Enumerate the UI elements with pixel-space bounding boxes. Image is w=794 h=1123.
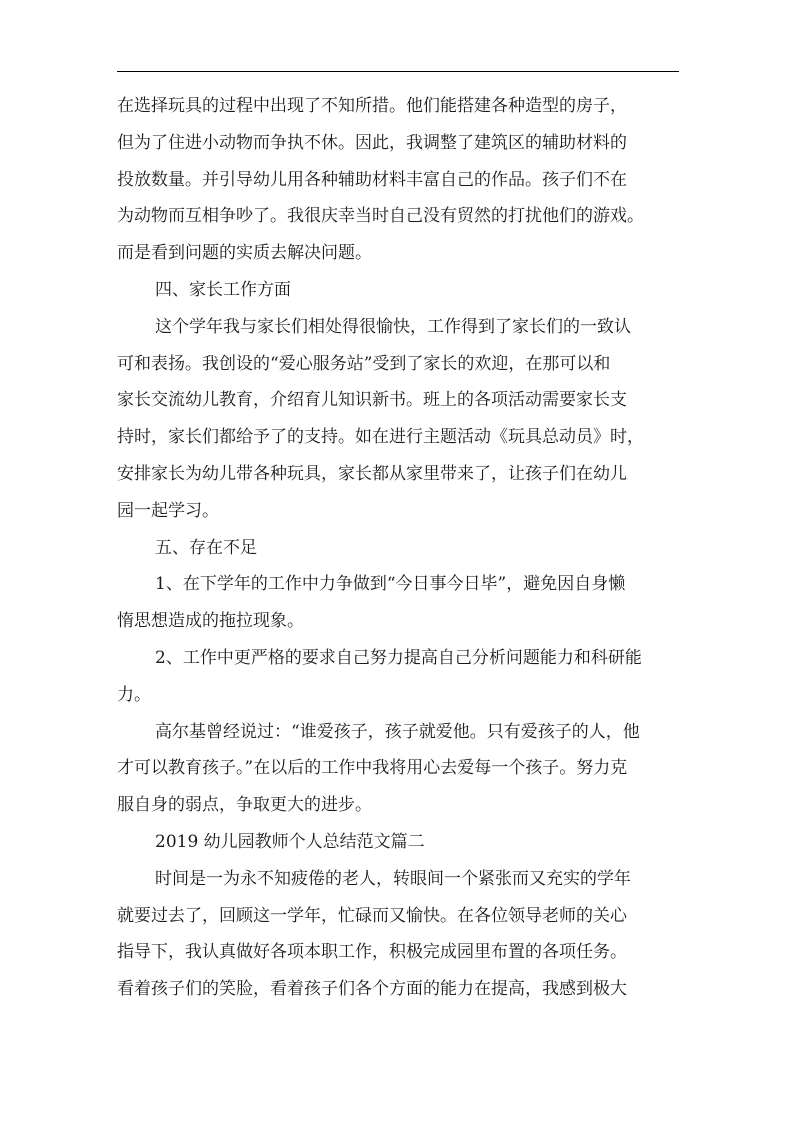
paragraph-start-line: 时间是一为永不知疲倦的老人，转眼间一个紧张而又充实的学年 bbox=[155, 868, 631, 889]
document-body bbox=[117, 88, 679, 1008]
text-line: 安排家长为幼儿带各种玩具，家长都从家里带来了，让孩子们在幼儿 bbox=[117, 463, 627, 484]
text-line: 投放数量。并引导幼儿用各种辅助材料丰富自己的作品。孩子们不在 bbox=[117, 169, 627, 190]
paragraph-start-line: 2、工作中更严格的要求自己努力提高自己分析问题能力和科研能 bbox=[155, 647, 642, 668]
paragraph-start-line: 2019 幼儿园教师个人总结范文篇二 bbox=[155, 831, 425, 852]
paragraph-start-line: 1、在下学年的工作中力争做到“今日事今日毕”，避免因自身懒 bbox=[155, 574, 626, 595]
text-line: 惰思想造成的拖拉现象。 bbox=[117, 611, 304, 632]
header-rule bbox=[117, 71, 679, 72]
text-line: 力。 bbox=[117, 684, 151, 705]
text-line: 家长交流幼儿教育，介绍育儿知识新书。班上的各项活动需要家长支 bbox=[117, 390, 627, 411]
text-line: 才可以教育孩子。”在以后的工作中我将用心去爱每一个孩子。努力克 bbox=[117, 758, 628, 779]
text-line: 指导下，我认真做好各项本职工作，积极完成园里布置的各项任务。 bbox=[117, 942, 627, 963]
paragraph-start-line: 五、存在不足 bbox=[155, 537, 257, 558]
paragraph-start-line: 高尔基曾经说过：“谁爱孩子，孩子就爱他。只有爱孩子的人，他 bbox=[155, 721, 640, 742]
text-line: 就要过去了，回顾这一学年，忙碌而又愉快。在各位领导老师的关心 bbox=[117, 905, 627, 926]
text-line: 为动物而互相争吵了。我很庆幸当时自己没有贸然的打扰他们的游戏。 bbox=[117, 206, 644, 227]
text-line: 但为了住进小动物而争执不休。因此，我调整了建筑区的辅助材料的 bbox=[117, 132, 627, 153]
text-line: 可和表扬。我创设的“爱心服务站”受到了家长的欢迎，在那可以和 bbox=[117, 353, 611, 374]
text-line: 持时，家长们都给予了的支持。如在进行主题活动《玩具总动员》时， bbox=[117, 427, 644, 448]
paragraph-start-line: 这个学年我与家长们相处得很愉快，工作得到了家长们的一致认 bbox=[155, 316, 631, 337]
text-line: 园一起学习。 bbox=[117, 500, 219, 521]
text-line: 而是看到问题的实质去解决问题。 bbox=[117, 243, 372, 264]
text-line: 看着孩子们的笑脸，看着孩子们各个方面的能力在提高，我感到极大 bbox=[117, 979, 627, 1000]
paragraph-start-line: 四、家长工作方面 bbox=[155, 279, 291, 300]
text-line: 在选择玩具的过程中出现了不知所措。他们能搭建各种造型的房子， bbox=[117, 96, 627, 116]
text-line: 服自身的弱点，争取更大的进步。 bbox=[117, 795, 372, 816]
